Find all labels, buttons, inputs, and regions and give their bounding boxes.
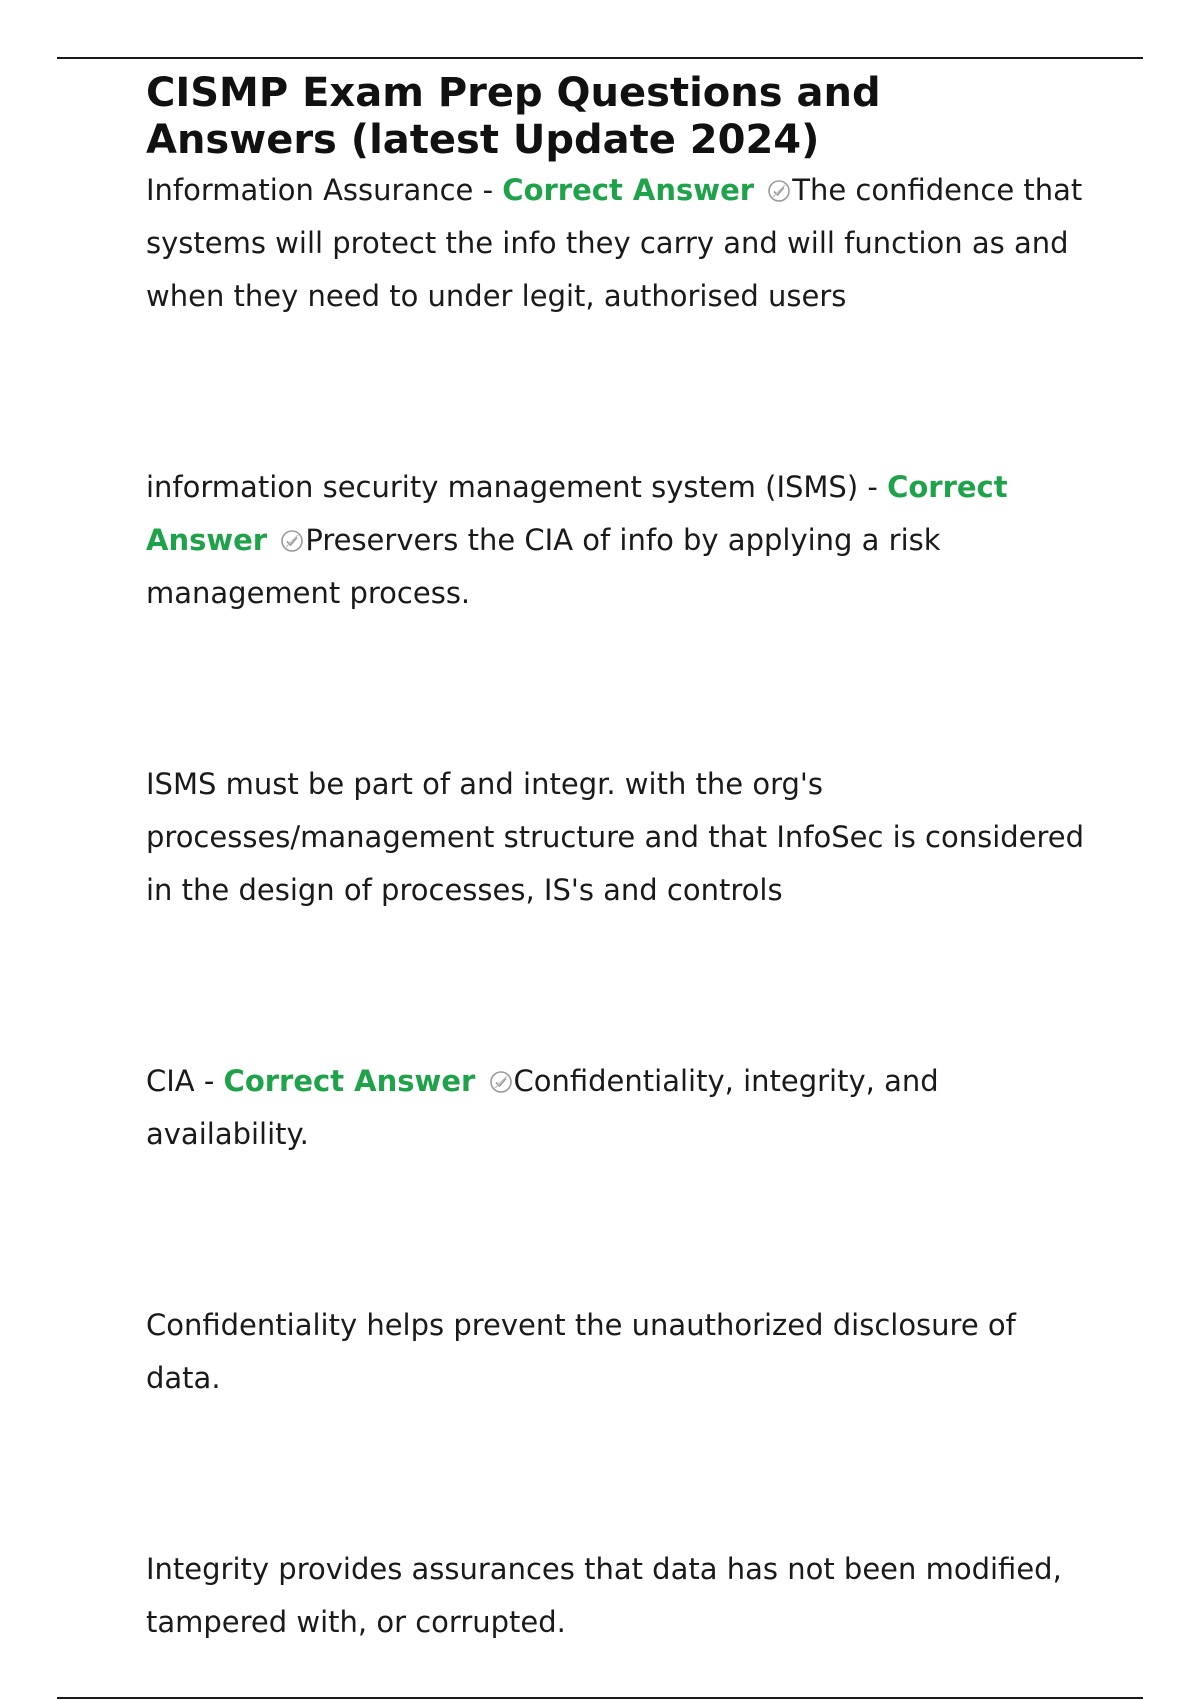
check-circle-icon [489, 1070, 513, 1094]
entry-term: Information Assurance - [146, 173, 503, 207]
document-title: CISMP Exam Prep Questions and Answers (latest Update 2024) [146, 70, 881, 163]
entry-term: information security management system (ISMS) - [146, 470, 888, 504]
entry-answer: The confidence that systems will protect the info they carry and will function as and when they need to under legit, authorised users [146, 173, 1083, 313]
entry-information-assurance [146, 164, 1086, 323]
correct-answer-label: Correct Answer [502, 173, 755, 207]
bottom-rule [57, 1697, 1143, 1699]
entry-answer: Preservers the CIA of info by applying a risk management process. [146, 523, 941, 610]
entry-integrity: Integrity provides assurances that data has not been modified, tampered with, or corrupted. [146, 1552, 1062, 1639]
entry-isms-note: ISMS must be part of and integr. with the org's processes/management structure and that InfoSec is considered in the design of processes, IS's and controls [146, 767, 1085, 907]
entry-confidentiality: Confidentiality helps prevent the unauthorized disclosure of data. [146, 1308, 1016, 1395]
correct-answer-label: Correct Answer [146, 470, 1008, 557]
entry-answer: Confidentiality, integrity, and availability. [146, 1064, 939, 1151]
check-circle-icon [767, 179, 791, 203]
document-body [146, 70, 1086, 1649]
entry-term: CIA - [146, 1064, 224, 1098]
entry-cia [146, 1055, 1086, 1161]
correct-answer-label: Correct Answer [223, 1064, 476, 1098]
entry-isms [146, 461, 1086, 620]
top-rule [57, 57, 1143, 59]
check-circle-icon [280, 529, 304, 553]
